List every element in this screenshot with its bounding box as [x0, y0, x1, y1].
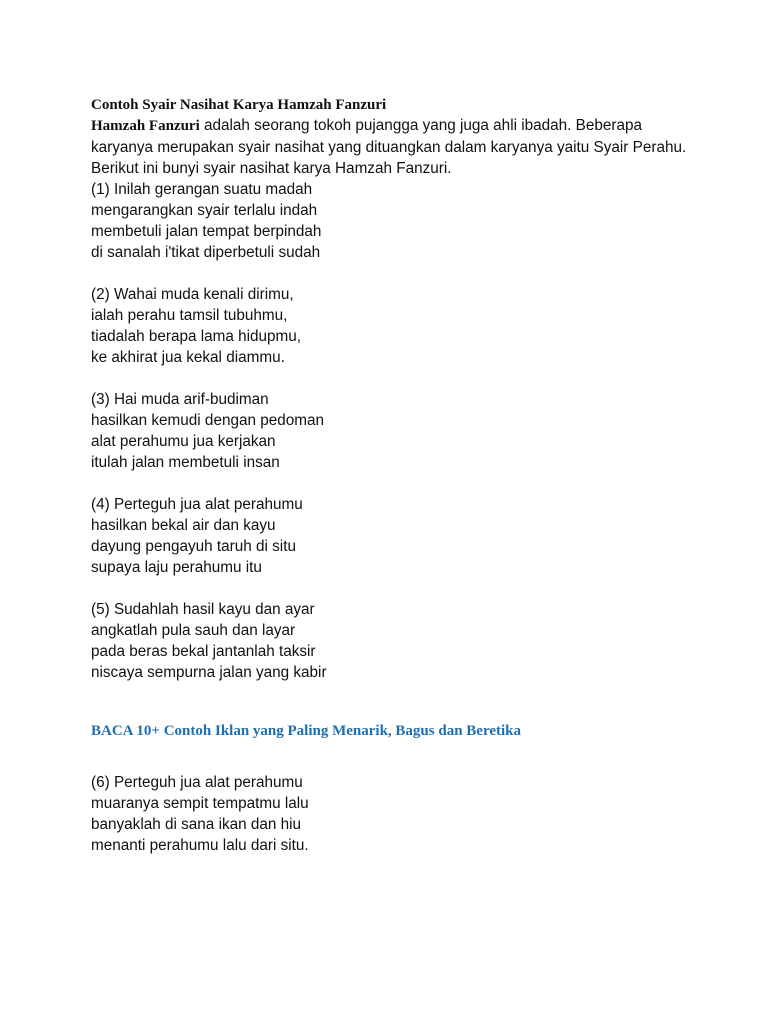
stanza-gap: [91, 368, 691, 389]
stanza-line: muaranya sempit tempatmu lalu: [91, 795, 309, 812]
stanza-gap: [91, 473, 691, 494]
stanza-line: ialah perahu tamsil tubuhmu,: [91, 307, 288, 324]
baca-link[interactable]: BACA 10+ Contoh Iklan yang Paling Menarik, Bagus dan Beretika: [91, 723, 522, 739]
stanza-line: membetuli jalan tempat berpindah: [91, 223, 322, 240]
stanza-gap: [91, 578, 691, 599]
stanza-2: [91, 284, 691, 368]
intro-text: adalah seorang tokoh pujangga yang juga ahli ibadah. Beberapa karyanya merupakan syair nasihat yang dituangkan dalam karyanya yaitu Syair Perahu. Berikut ini bunyi syair nasihat karya Hamzah Fanzuri.: [91, 117, 687, 177]
stanza-line: itulah jalan membetuli insan: [91, 454, 280, 471]
stanza-line: (3) Hai muda arif-budiman: [91, 391, 269, 408]
stanza-line: niscaya sempurna jalan yang kabir: [91, 664, 327, 681]
stanza-line: hasilkan kemudi dengan pedoman: [91, 412, 325, 429]
stanza-line: (2) Wahai muda kenali dirimu,: [91, 286, 294, 303]
stanza-gap: [91, 683, 691, 704]
stanza-3: [91, 389, 691, 473]
stanza-line: alat perahumu jua kerjakan: [91, 433, 276, 450]
stanza-6: [91, 772, 691, 856]
document-title: Contoh Syair Nasihat Karya Hamzah Fanzuri: [91, 97, 387, 113]
stanza-line: ke akhirat jua kekal diammu.: [91, 349, 285, 366]
intro-paragraph: [91, 115, 691, 179]
stanza-line: di sanalah i'tikat diperbetuli sudah: [91, 244, 321, 261]
stanza-line: (4) Perteguh jua alat perahumu: [91, 496, 303, 513]
stanza-line: dayung pengayuh taruh di situ: [91, 538, 296, 555]
author-name: Hamzah Fanzuri: [91, 118, 200, 134]
stanza-gap: [91, 263, 691, 284]
stanza-line: hasilkan bekal air dan kayu: [91, 517, 276, 534]
stanza-1: [91, 179, 691, 263]
stanza-line: tiadalah berapa lama hidupmu,: [91, 328, 302, 345]
stanza-line: supaya laju perahumu itu: [91, 559, 262, 576]
stanza-4: [91, 494, 691, 578]
stanza-line: banyaklah di sana ikan dan hiu: [91, 816, 302, 833]
stanza-line: (6) Perteguh jua alat perahumu: [91, 774, 303, 791]
stanza-5: [91, 599, 691, 683]
stanza-line: (1) Inilah gerangan suatu madah: [91, 181, 313, 198]
document-page: [91, 95, 691, 856]
stanza-line: mengarangkan syair terlalu indah: [91, 202, 318, 219]
stanza-line: pada beras bekal jantanlah taksir: [91, 643, 316, 660]
stanza-line: menanti perahumu lalu dari situ.: [91, 837, 309, 854]
stanza-line: angkatlah pula sauh dan layar: [91, 622, 296, 639]
stanza-gap: [91, 742, 691, 772]
stanza-gap: [91, 704, 691, 721]
stanza-line: (5) Sudahlah hasil kayu dan ayar: [91, 601, 315, 618]
